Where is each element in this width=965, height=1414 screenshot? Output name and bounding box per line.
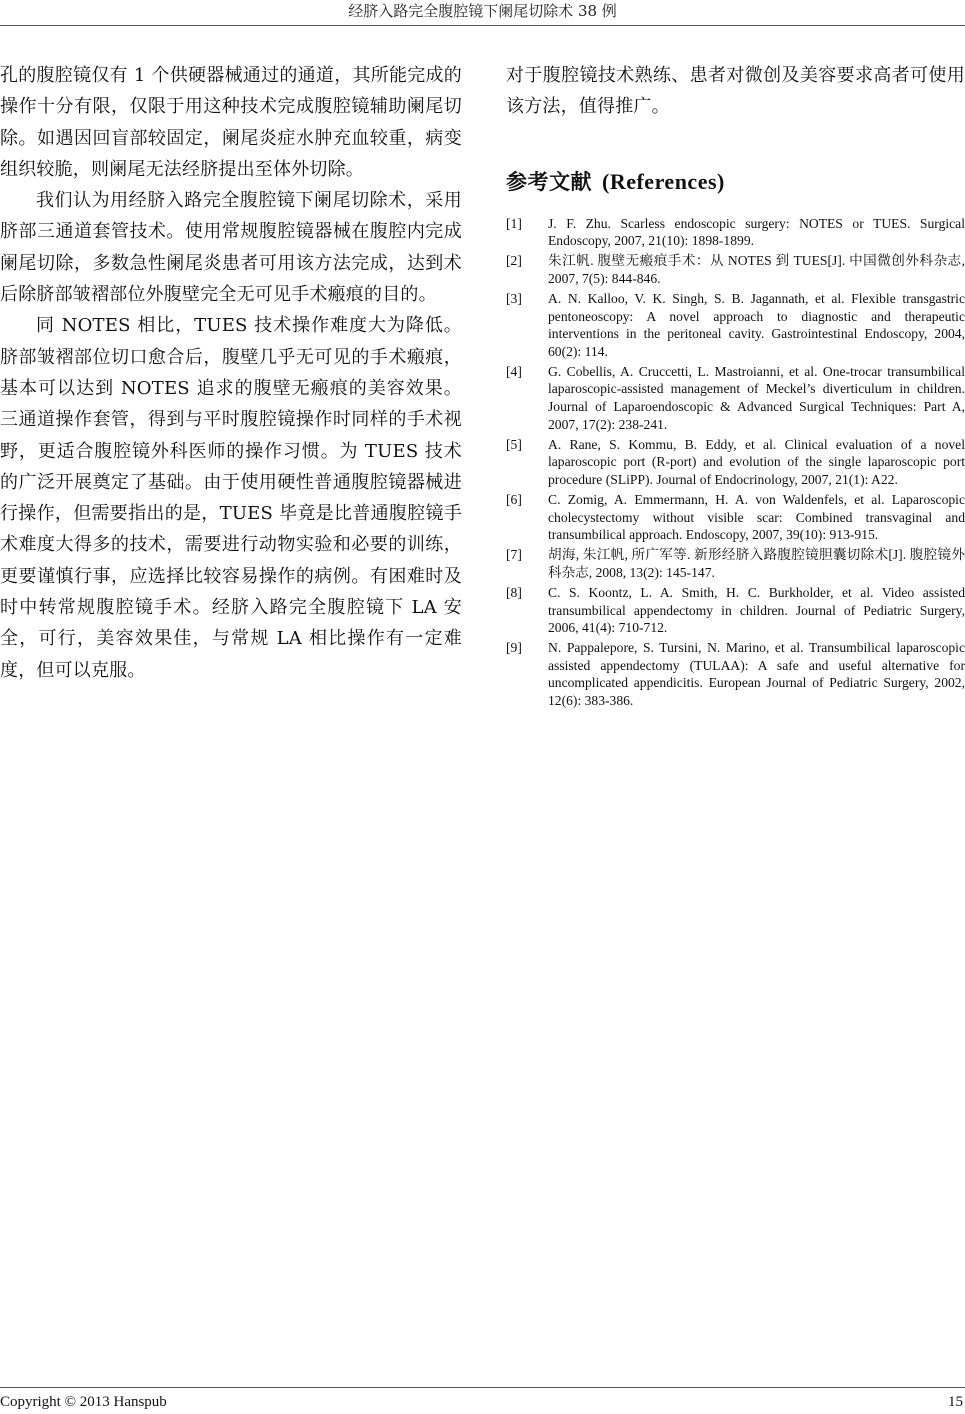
reference-number: [4]: [506, 363, 522, 379]
copyright-notice: Copyright © 2013 Hanspub: [0, 1394, 167, 1410]
footer-divider: [0, 1387, 965, 1388]
body-paragraph: 我们认为用经脐入路完全腹腔镜下阑尾切除术，采用脐部三通道套管技术。使用常规腹腔镜器械在腹腔内完成阑尾切除，多数急性阑尾炎患者可用该方法完成，达到术后除脐部皱褶部位外腹壁完全无可见手术瘢痕的目的。: [0, 190, 462, 306]
reference-number: [1]: [506, 215, 522, 231]
reference-item: [506, 546, 965, 581]
reference-item: [506, 252, 965, 287]
reference-number: [3]: [506, 290, 522, 306]
reference-item: [506, 639, 965, 709]
reference-number: [7]: [506, 547, 522, 563]
reference-item: [506, 436, 965, 489]
body-paragraph-continued: 对于腹腔镜技术熟练、患者对微创及美容要求高者可使用该方法，值得推广。: [506, 65, 965, 118]
page-number: 15: [948, 1394, 963, 1410]
reference-text: A. Rane, S. Kommu, B. Eddy, et al. Clinical evaluation of a novel laparoscopic port (R-port) and evolution of the single laparoscopic port procedure (SLiPP). Journal of Endocrinology, 2007, 21(1): A22.: [548, 436, 965, 487]
reference-item: [506, 584, 965, 637]
reference-text: 朱江帆. 腹壁无瘢痕手术：从 NOTES 到 TUES[J]. 中国微创外科杂志, 2007, 7(5): 844-846.: [548, 253, 965, 286]
reference-number: [2]: [506, 253, 522, 269]
reference-text: C. Zomig, A. Emmermann, H. A. von Waldenfels, et al. Laparoscopic cholecystectomy without visible scar: Combined transvaginal and transumbilical approach. Endoscopy, 2007, 39(10): 913-915.: [548, 492, 965, 543]
reference-item: [506, 491, 965, 544]
header-divider: [0, 25, 965, 26]
reference-text: G. Cobellis, A. Cruccetti, L. Mastroianni, et al. One-trocar transumbilical laparoscopic-assisted management of Meckel’s diverticulum in children. Journal of Laparoendoscopic & Advanced Surgical Techniques: Part A, 2007, 17(2): 238-241.: [548, 363, 965, 432]
running-head: 经脐入路完全腹腔镜下阑尾切除术 38 例: [348, 2, 617, 20]
references-heading-en: (References): [602, 168, 725, 194]
left-column: [0, 60, 462, 686]
reference-item: [506, 215, 965, 250]
reference-text: A. N. Kalloo, V. K. Singh, S. B. Jagannath, et al. Flexible transgastric pentoneoscopy: A novel approach to diagnostic and therapeutic interventions in the peritoneal cavity. Gastrointestinal Endoscopy, 2004, 60(2): 114.: [548, 290, 965, 359]
references-heading-cn: 参考文献: [506, 169, 592, 194]
right-column: [506, 60, 965, 712]
reference-item: [506, 363, 965, 433]
reference-text: C. S. Koontz, L. A. Smith, H. C. Burkholder, et al. Video assisted transumbilical appendectomy in children. Journal of Pediatric Surgery, 2006, 41(4): 710-712.: [548, 584, 965, 636]
reference-text: 胡海, 朱江帆, 所广军等. 新形经脐入路腹腔镜胆囊切除术[J]. 腹腔镜外科杂志, 2008, 13(2): 145-147.: [548, 547, 965, 580]
reference-list: [506, 215, 965, 710]
reference-item: [506, 290, 965, 360]
reference-number: [5]: [506, 436, 522, 452]
reference-number: [6]: [506, 492, 522, 507]
references-heading: [506, 169, 965, 195]
reference-text: N. Pappalepore, S. Tursini, N. Marino, et al. Transumbilical laparoscopic assisted appendectomy (TULAA): A safe and useful alternative for uncomplicated appendicitis. European Journal of Pediatric Surgery, 2002, 12(6): 383-386.: [548, 640, 965, 709]
body-paragraph: 同 NOTES 相比，TUES 技术操作难度大为降低。脐部皱褶部位切口愈合后，腹壁几乎无可见的手术瘢痕，基本可以达到 NOTES 追求的腹壁无瘢痕的美容效果。三通道操作套管，得到与平时腹腔镜操作时同样的手术视野，更适合腹腔镜外科医师的操作习惯。为 TUES 技术的广泛开展奠定了基础。由于使用硬性普通腹腔镜器械进行操作，但需要指出的是，TUES 毕竟是比普通腹腔镜手术难度大得多的技术，需要进行动物实验和必要的训练，更要谨慎行事，应选择比较容易操作的病例。有困难时及时中转常规腹腔镜手术。经脐入路完全腹腔镜下 LA 安全，可行，美容效果佳，与常规 LA 相比操作有一定难度，但可以克服。: [0, 315, 462, 681]
reference-number: [8]: [506, 584, 522, 600]
reference-text: J. F. Zhu. Scarless endoscopic surgery: NOTES or TUES. Surgical Endoscopy, 2007, 21(10): 1898-1899.: [548, 215, 965, 249]
body-paragraph: 孔的腹腔镜仅有 1 个供硬器械通过的通道，其所能完成的操作十分有限，仅限于用这种技术完成腹腔镜辅助阑尾切除。如遇因回盲部较固定，阑尾炎症水肿充血较重，病变组织较脆，则阑尾无法经脐提出至体外切除。: [0, 65, 462, 180]
reference-number: [9]: [506, 640, 522, 656]
